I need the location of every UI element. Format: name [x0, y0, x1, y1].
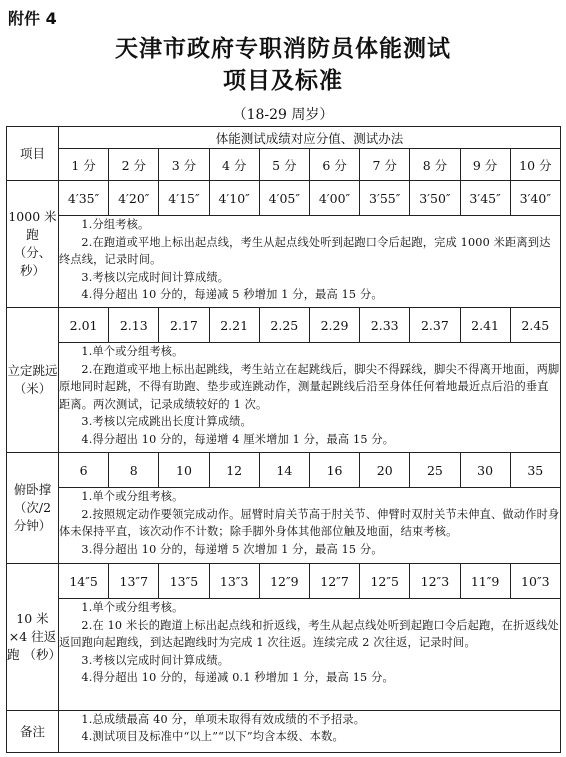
score-header: 5 分 — [259, 149, 309, 181]
score-value: 14 — [259, 453, 309, 488]
score-value: 2.29 — [309, 308, 359, 343]
score-group-header: 体能测试成绩对应分值、测试办法 — [59, 127, 561, 149]
score-value: 3′50″ — [410, 181, 460, 216]
score-header: 4 分 — [209, 149, 259, 181]
table-row — [7, 453, 561, 488]
score-value: 13″5 — [159, 564, 209, 599]
method-long-jump — [59, 343, 561, 453]
score-value: 2.41 — [460, 308, 510, 343]
table-group-header-row — [7, 127, 561, 149]
method-row — [7, 488, 561, 564]
score-value: 3′45″ — [460, 181, 510, 216]
notes-label: 备注 — [7, 711, 59, 753]
score-value: 10″3 — [510, 564, 560, 599]
score-value: 30 — [460, 453, 510, 488]
method-1000m — [59, 216, 561, 308]
score-value: 2.13 — [109, 308, 159, 343]
score-header: 8 分 — [410, 149, 460, 181]
row-label-1000m: 1000 米跑 （分、秒） — [7, 181, 59, 308]
score-value: 25 — [410, 453, 460, 488]
table-row — [7, 564, 561, 599]
score-value: 11″9 — [460, 564, 510, 599]
score-value: 4′15″ — [159, 181, 209, 216]
score-value: 16 — [309, 453, 359, 488]
score-header: 1 分 — [59, 149, 109, 181]
score-value: 8 — [109, 453, 159, 488]
method-line: 2.按照规定动作要领完成动作。屈臂时肩关节高于肘关节、伸臂时双肘关节未伸直、做动作时身体未保持平直，该次动作不计数；除手脚外身体其他部位触及地面，结束考核。 — [59, 507, 560, 538]
score-value: 2.37 — [410, 308, 460, 343]
score-value: 12″7 — [309, 564, 359, 599]
score-value: 12 — [209, 453, 259, 488]
row-label-long-jump: 立定跳远 （米） — [7, 308, 59, 453]
score-header-row — [7, 149, 561, 181]
notes-content — [59, 711, 561, 753]
notes-row — [7, 711, 561, 753]
score-value: 3′55″ — [360, 181, 410, 216]
score-value: 12″9 — [259, 564, 309, 599]
score-value: 13″7 — [109, 564, 159, 599]
method-line: 1.单个或分组考核。 — [81, 601, 184, 614]
score-header: 2 分 — [109, 149, 159, 181]
score-value: 2.45 — [510, 308, 560, 343]
page-title: 天津市政府专职消防员体能测试 — [115, 35, 451, 62]
method-line: 3.得分超出 10 分的，每递增 5 次增加 1 分，最高 15 分。 — [81, 542, 383, 556]
method-line: 1.单个或分组考核。 — [81, 490, 184, 503]
score-value: 10 — [159, 453, 209, 488]
attachment-label: 附件 4 — [8, 9, 57, 28]
method-row — [7, 216, 561, 308]
score-value: 13″3 — [209, 564, 259, 599]
note-line: 4.测试项目及标准中“以上”“以下”均含本级、本数。 — [81, 730, 344, 743]
method-line: 1.分组考核。 — [81, 218, 150, 231]
score-value: 14″5 — [59, 564, 109, 599]
table-row — [7, 181, 561, 216]
score-value: 2.33 — [360, 308, 410, 343]
method-line: 2.在跑道或平地上标出起跳线，考生站立在起跳线后，脚尖不得踩线，脚尖不得离开地面，两脚原地同时起跳，不得有助跑、垫步或连跳动作，测量起跳线后沿至身体任何着地最近点后沿的垂直距离。两次测试，记录成绩较好的 1 次。 — [59, 362, 560, 411]
item-column-header: 项目 — [7, 127, 59, 181]
score-header: 10 分 — [510, 149, 560, 181]
method-line: 2.在跑道或平地上标出起点线，考生从起点线处听到起跑口令后起跑，完成 1000 米距离到达终点线，记录时间。 — [59, 235, 551, 266]
score-value: 12″5 — [360, 564, 410, 599]
row-label-shuttle-run: 10 米 ×4 往返跑 （秒） — [7, 564, 59, 711]
score-value: 3′40″ — [510, 181, 560, 216]
method-shuttle-run — [59, 599, 561, 711]
score-value: 35 — [510, 453, 560, 488]
score-value: 6 — [59, 453, 109, 488]
method-row — [7, 599, 561, 711]
method-line: 4.得分超出 10 分的，每递增 4 厘米增加 1 分，最高 15 分。 — [81, 432, 395, 446]
score-value: 20 — [360, 453, 410, 488]
score-header: 6 分 — [309, 149, 359, 181]
score-value: 12″3 — [410, 564, 460, 599]
score-header: 3 分 — [159, 149, 209, 181]
method-line: 3.考核以完成时间计算成绩。 — [81, 653, 230, 667]
fitness-standards-table — [6, 126, 561, 753]
score-value: 4′05″ — [259, 181, 309, 216]
row-label-push-ups: 俯卧撑 （次/2 分钟） — [7, 453, 59, 564]
method-line: 4.得分超出 10 分的，每递减 5 秒增加 1 分，最高 15 分。 — [81, 288, 383, 301]
method-push-ups — [59, 488, 561, 564]
method-line: 2.在 10 米长的跑道上标出起点线和折返线，考生从起点线处听到起跑口令后起跑，在折返线处返回跑向起跑线，到达起跑线时为完成 1 次往返。连续完成 2 次往返，记录时间。 — [59, 618, 559, 649]
score-value: 4′20″ — [109, 181, 159, 216]
score-value: 2.01 — [59, 308, 109, 343]
method-line: 1.单个或分组考核。 — [81, 345, 184, 358]
score-header: 7 分 — [360, 149, 410, 181]
score-header: 9 分 — [460, 149, 510, 181]
method-line: 4.得分超出 10 分的，每递减 0.1 秒增加 1 分，最高 15 分。 — [81, 671, 394, 684]
score-value: 4′35″ — [59, 181, 109, 216]
method-row — [7, 343, 561, 453]
method-line: 3.考核以完成跳出长度计算成绩。 — [81, 415, 252, 428]
method-line: 3.考核以完成时间计算成绩。 — [81, 270, 230, 284]
score-value: 4′10″ — [209, 181, 259, 216]
score-value: 2.17 — [159, 308, 209, 343]
page-title-line2: 项目及标准 — [223, 67, 343, 94]
note-line: 1.总成绩最高 40 分，单项未取得有效成绩的不予招录。 — [81, 713, 366, 726]
score-value: 4′00″ — [309, 181, 359, 216]
age-range-subtitle: （18-29 周岁） — [232, 107, 334, 123]
score-value: 2.21 — [209, 308, 259, 343]
score-value: 2.25 — [259, 308, 309, 343]
table-row — [7, 308, 561, 343]
